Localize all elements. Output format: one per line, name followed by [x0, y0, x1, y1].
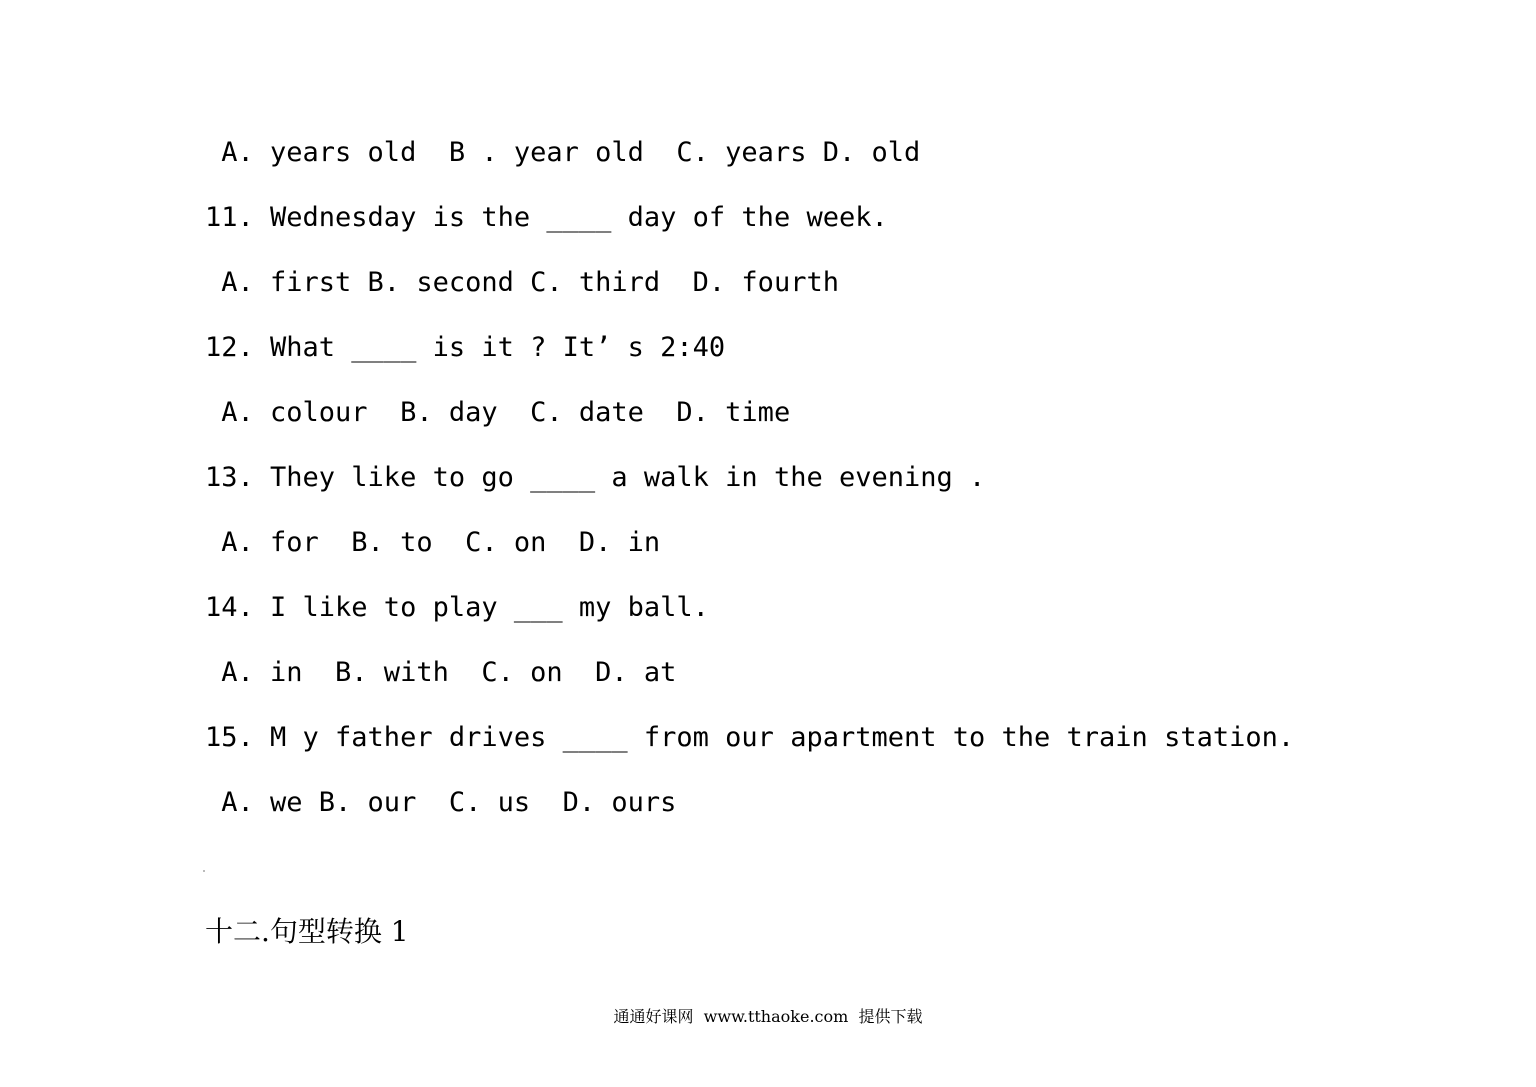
- question-15: 15. M y father drives ____ from our apartment to the train station.: [205, 722, 1295, 753]
- option-line-10: A. years old B . year old C. years D. old: [205, 137, 921, 168]
- question-11: 11. Wednesday is the ____ day of the week.: [205, 202, 888, 233]
- option-line-14: A. in B. with C. on D. at: [205, 657, 677, 688]
- stray-mark: [203, 870, 205, 872]
- option-line-12: A. colour B. day C. date D. time: [205, 397, 791, 428]
- option-line-15: A. we B. our C. us D. ours: [205, 787, 677, 818]
- option-line-11: A. first B. second C. third D. fourth: [205, 267, 839, 298]
- question-14: 14. I like to play ___ my ball.: [205, 592, 709, 623]
- question-13: 13. They like to go ____ a walk in the evening .: [205, 462, 986, 493]
- question-12: 12. What ____ is it ? It’ s 2:40: [205, 332, 726, 363]
- page-footer: 通通好课网 www.tthaoke.com 提供下载: [613, 1007, 923, 1026]
- section-heading: 十二.句型转换 1: [205, 915, 409, 948]
- option-line-13: A. for B. to C. on D. in: [205, 527, 661, 558]
